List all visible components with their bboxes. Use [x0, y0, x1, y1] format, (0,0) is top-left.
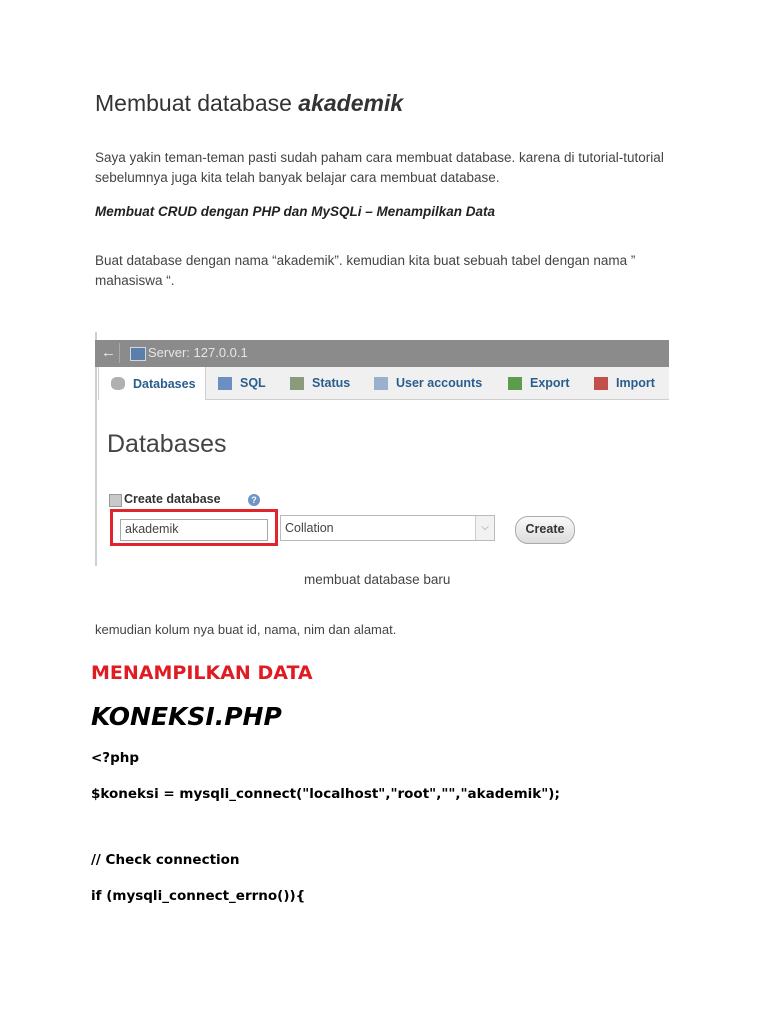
create-database-icon [109, 494, 122, 507]
screenshot-border [95, 332, 97, 566]
title-italic-text: akademik [298, 90, 404, 116]
create-database-label: Create database [124, 492, 221, 506]
intro-paragraph: Saya yakin teman-teman pasti sudah paham cara membuat database. karena di tutorial-tutorial sebelumnya juga kita telah banyak belajar cara membuat database. [95, 150, 664, 185]
tab-sql[interactable] [206, 367, 276, 399]
tab-label: User accounts [396, 376, 483, 390]
databases-heading: Databases [107, 430, 227, 458]
back-arrow-icon[interactable]: ← [101, 344, 116, 361]
export-icon [508, 377, 522, 390]
user-accounts-icon [374, 377, 388, 390]
chevron-down-icon: ⌵ [475, 516, 494, 540]
tab-label: Import [616, 376, 655, 390]
code-line: if (mysqli_connect_errno()){ [91, 888, 306, 904]
status-icon [290, 377, 304, 390]
collation-value: Collation [285, 521, 334, 535]
sql-icon [218, 377, 232, 390]
code-line: <?php [91, 750, 140, 766]
image-caption: membuat database baru [304, 572, 451, 587]
create-button[interactable]: Create [515, 516, 575, 544]
server-icon [130, 347, 146, 361]
tab-label: Databases [133, 376, 196, 391]
tab-label: Export [530, 376, 570, 390]
tab-label: Status [312, 376, 351, 390]
columns-paragraph: kemudian kolum nya buat id, nama, nim dan alamat. [95, 622, 397, 637]
help-icon[interactable]: ? [248, 494, 260, 506]
tab-export[interactable] [496, 367, 580, 399]
database-icon [111, 377, 125, 390]
database-name-input[interactable]: akademik [120, 519, 268, 541]
server-bar [95, 340, 669, 367]
title-text: Membuat database [95, 90, 299, 116]
code-line: // Check connection [91, 852, 240, 868]
instruction-paragraph: Buat database dengan nama “akademik”. kemudian kita buat sebuah tabel dengan nama ” mahasiswa “. [95, 253, 636, 288]
section-heading: MENAMPILKAN DATA [91, 662, 313, 684]
tab-label: SQL [240, 376, 266, 390]
code-line: $koneksi = mysqli_connect("localhost","root","","akademik"); [91, 786, 560, 802]
article-title [95, 90, 403, 117]
divider [119, 343, 120, 363]
tab-user-accounts[interactable] [362, 367, 492, 399]
phpmyadmin-screenshot [95, 332, 669, 566]
import-icon [594, 377, 608, 390]
tab-bar [98, 367, 669, 400]
server-label[interactable]: Server: 127.0.0.1 [148, 345, 248, 360]
tab-databases[interactable] [98, 367, 206, 400]
collation-select[interactable] [280, 515, 495, 541]
file-heading: KONEKSI.PHP [91, 702, 282, 731]
related-article-link[interactable]: Membuat CRUD dengan PHP dan MySQLi – Menampilkan Data [95, 204, 496, 219]
tab-import[interactable] [582, 367, 668, 399]
tab-status[interactable] [278, 367, 358, 399]
